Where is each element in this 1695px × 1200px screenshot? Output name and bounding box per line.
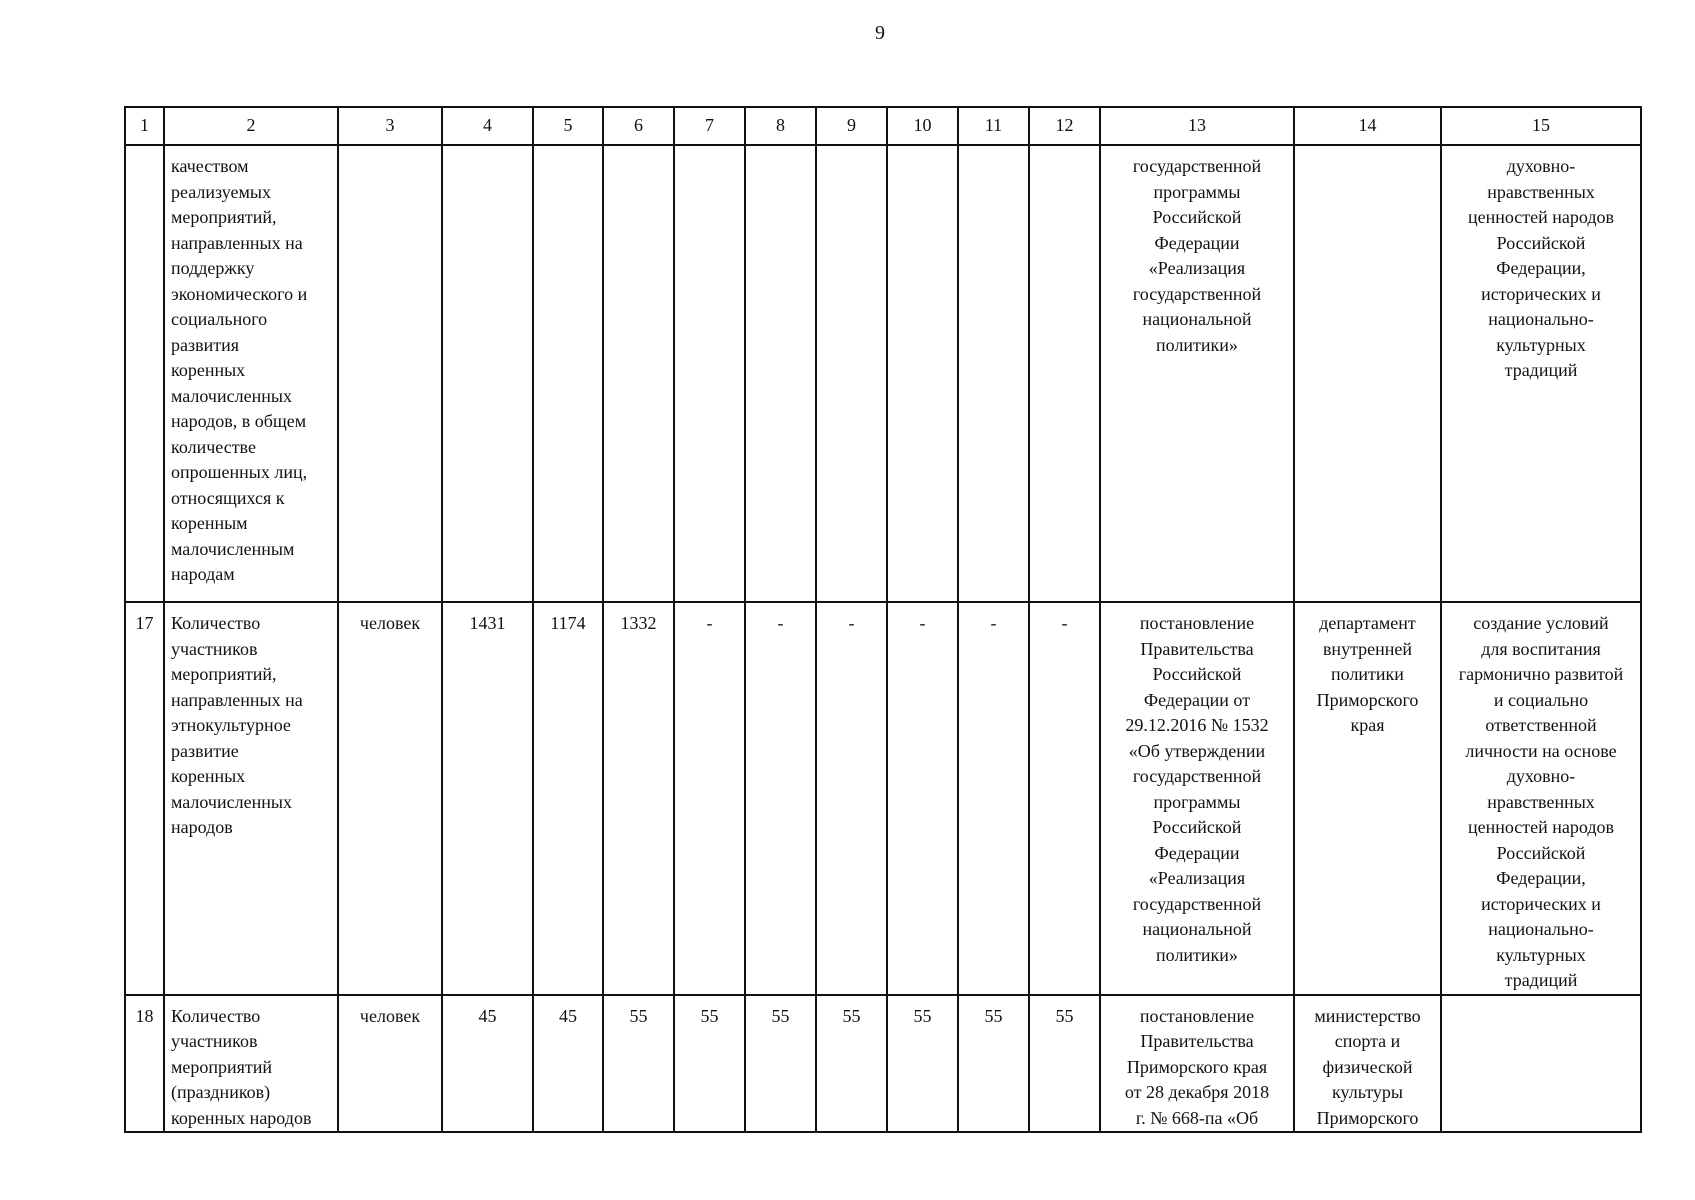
text-line: создание условий [1473,613,1609,633]
text-line: Федерации [1154,232,1240,253]
value-cell: 55 [1029,995,1100,1133]
text-line: духовно- [1506,156,1576,176]
text-line: Правительства [1140,638,1254,659]
table-row [125,602,1641,995]
text-line: «Об утверждении [1128,740,1266,761]
text-line: «Реализация [1148,258,1246,278]
text-line: коренным [171,513,248,533]
text-line: государственной [1132,893,1262,914]
row-number-cell [125,145,164,602]
text-line: народов, в общем [171,411,307,431]
indicator-name-cell [164,602,338,995]
text-line: мероприятий, [171,207,277,227]
text-line: культуры [1332,1082,1403,1102]
legal-basis-cell [1100,602,1294,995]
value-cell: - [674,602,745,995]
value-cell [603,145,674,602]
text-line: политики» [1156,944,1238,965]
text-line: национально- [1488,309,1594,329]
text-line: политики [1331,664,1404,684]
value-cell: 1174 [533,602,603,995]
text-line: мероприятий, [171,664,277,684]
text-line: ответственной [1485,715,1597,735]
table-row [125,995,1641,1133]
text-line: от 28 декабря 2018 [1124,1082,1270,1102]
header-cell: 4 [442,107,533,145]
text-line: социального [171,309,268,329]
goal-cell [1441,602,1641,995]
text-line: государственной [1132,156,1262,176]
text-line: поддержку [171,258,255,278]
unit-cell: человек [338,602,442,995]
value-cell: 55 [674,995,745,1133]
text-line: экономического и [171,283,308,304]
text-line: Российской [1152,664,1242,684]
value-cell: - [816,602,887,995]
text-line: Приморского края [1126,1056,1268,1077]
text-line: спорта и [1334,1031,1401,1051]
text-line: Приморского [1316,1107,1419,1128]
text-line: традиций [1504,970,1578,990]
responsible-cell [1294,145,1441,602]
text-line: (праздников) [171,1082,271,1102]
text-line: внутренней [1322,638,1413,659]
value-cell [745,145,816,602]
text-line: государственной [1132,283,1262,304]
text-line: государственной [1132,766,1262,786]
value-cell: - [745,602,816,995]
responsible-cell [1294,995,1441,1133]
text-line: исторических и [1481,893,1601,914]
text-line: края [1350,715,1385,735]
value-cell [674,145,745,602]
text-line: физической [1322,1056,1413,1077]
value-cell [816,145,887,602]
value-cell [442,145,533,602]
header-cell: 3 [338,107,442,145]
text-line: Приморского [1316,689,1419,710]
text-line: направленных на [171,232,303,253]
text-line: развития [171,334,240,355]
text-line: коренных [171,766,246,786]
text-line: количестве [171,436,256,457]
value-cell: - [958,602,1029,995]
indicator-name-cell [164,995,338,1133]
text-line: г. № 668-па «Об [1135,1107,1259,1128]
text-line: направленных на [171,689,303,710]
text-line: ценностей народов [1467,207,1615,227]
text-line: Федерации, [1496,868,1586,888]
text-line: коренных [171,360,246,380]
header-cell: 15 [1441,107,1641,145]
text-line: малочисленных [171,791,292,812]
text-line: этнокультурное [171,715,291,735]
value-cell [958,145,1029,602]
value-cell: 45 [533,995,603,1133]
indicator-name-cell [164,145,338,602]
text-line: национальной [1142,309,1252,329]
text-line: традиций [1504,360,1578,380]
page-number: 9 [875,22,885,44]
value-cell: 55 [603,995,674,1133]
value-cell: 55 [745,995,816,1133]
text-line: Правительства [1140,1031,1254,1051]
value-cell: 55 [887,995,958,1133]
text-line: программы [1153,181,1241,202]
text-line: мероприятий [171,1056,273,1077]
header-cell: 1 [125,107,164,145]
header-cell: 11 [958,107,1029,145]
text-line: духовно- [1506,766,1576,786]
text-line: Федерации от [1143,689,1251,710]
goal-cell [1441,995,1641,1133]
row-number-cell: 17 [125,602,164,995]
text-line: исторических и [1481,283,1601,304]
unit-cell: человек [338,995,442,1133]
text-line: культурных [1496,334,1586,355]
header-cell: 7 [674,107,745,145]
indicators-table [124,106,1642,1133]
text-line: постановление [1139,1005,1255,1026]
text-line: Российской [1152,817,1242,837]
header-cell: 8 [745,107,816,145]
text-line: Количество [171,1005,261,1026]
text-line: культурных [1496,944,1586,965]
text-line: для воспитания [1481,638,1601,659]
value-cell: 55 [816,995,887,1133]
header-cell: 5 [533,107,603,145]
value-cell: 1431 [442,602,533,995]
text-line: нравственных [1487,181,1595,202]
text-line: участников [171,638,258,659]
text-line: Российской [1496,842,1586,863]
header-cell: 2 [164,107,338,145]
text-line: гармонично развитой [1458,664,1624,684]
header-cell: 10 [887,107,958,145]
text-line: «Реализация [1148,868,1246,888]
text-line: развитие [171,740,239,761]
value-cell [1029,145,1100,602]
text-line: и социально [1493,689,1589,710]
legal-basis-cell [1100,145,1294,602]
text-line: Российской [1152,207,1242,227]
header-cell: 13 [1100,107,1294,145]
value-cell: 55 [958,995,1029,1133]
text-line: малочисленных [171,385,292,406]
text-line: постановление [1139,613,1255,633]
text-line: Российской [1496,232,1586,253]
text-line: Федерации [1154,842,1240,863]
text-line: качеством [171,156,249,176]
goal-cell [1441,145,1641,602]
text-line: департамент [1319,613,1416,633]
text-line: народов [171,817,233,837]
value-cell: 45 [442,995,533,1133]
value-cell [533,145,603,602]
text-line: опрошенных лиц, [171,462,308,482]
header-cell: 12 [1029,107,1100,145]
table-header-row [125,107,1641,145]
text-line: коренных народов [171,1107,312,1128]
text-line: участников [171,1031,258,1051]
text-line: национальной [1142,919,1252,939]
text-line: 29.12.2016 № 1532 [1125,715,1269,735]
unit-cell [338,145,442,602]
text-line: малочисленным [171,538,295,559]
header-cell: 9 [816,107,887,145]
value-cell [887,145,958,602]
row-number-cell: 18 [125,995,164,1133]
value-cell: - [1029,602,1100,995]
table-row-continuation [125,145,1641,602]
text-line: реализуемых [171,181,271,202]
text-line: народам [171,564,235,584]
text-line: личности на основе [1465,740,1617,761]
text-line: ценностей народов [1467,817,1615,837]
text-line: Федерации, [1496,258,1586,278]
text-line: относящихся к [171,487,285,508]
text-line: политики» [1156,334,1238,355]
text-line: нравственных [1487,791,1595,812]
text-line: Количество [171,613,261,633]
legal-basis-cell [1100,995,1294,1133]
header-cell: 6 [603,107,674,145]
text-line: национально- [1488,919,1594,939]
header-cell: 14 [1294,107,1441,145]
value-cell: 1332 [603,602,674,995]
value-cell: - [887,602,958,995]
responsible-cell [1294,602,1441,995]
text-line: программы [1153,791,1241,812]
text-line: министерство [1314,1005,1421,1026]
